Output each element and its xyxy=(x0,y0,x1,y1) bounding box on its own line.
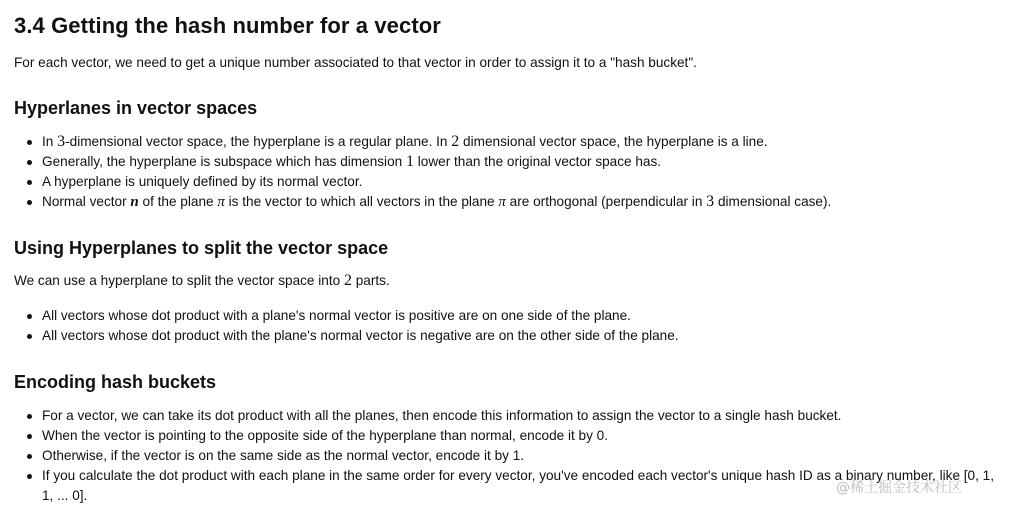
math-vector-n: n xyxy=(130,194,139,210)
section-heading-encoding: Encoding hash buckets xyxy=(14,372,217,392)
list-item: If you calculate the dot product with each plane in the same order for every vector, you've encoded each vector's unique hash ID as a binary number, like [0, 1, 1, ... 0]. xyxy=(14,466,1007,506)
watermark: @稀土掘金技术社区 xyxy=(836,480,962,496)
math-number: 1 xyxy=(405,153,414,170)
math-number: 2 xyxy=(451,133,460,150)
list-item: In 3-dimensional vector space, the hyperplane is a regular plane. In 2 dimensional vector space, the hyperplane is a line. xyxy=(14,132,831,152)
split-paragraph: We can use a hyperplane to split the vector space into 2 parts. xyxy=(14,272,390,289)
list-item: All vectors whose dot product with the plane's normal vector is negative are on the other side of the plane. xyxy=(14,326,679,346)
section-heading-hyperplanes: Hyperlanes in vector spaces xyxy=(14,98,258,118)
math-pi: π xyxy=(498,194,506,210)
hyperplanes-list xyxy=(14,132,831,212)
math-number: 2 xyxy=(343,272,352,289)
split-list xyxy=(14,306,679,346)
section-heading-split: Using Hyperplanes to split the vector space xyxy=(14,238,389,258)
list-item: Generally, the hyperplane is subspace which has dimension 1 lower than the original vector space has. xyxy=(14,152,831,172)
list-item: All vectors whose dot product with a plane's normal vector is positive are on one side of the plane. xyxy=(14,306,679,326)
list-item: Otherwise, if the vector is on the same side as the normal vector, encode it by 1. xyxy=(14,446,1007,466)
page-title: 3.4 Getting the hash number for a vector xyxy=(14,13,441,38)
math-pi: π xyxy=(217,194,225,210)
list-item: For a vector, we can take its dot product with all the planes, then encode this information to assign the vector to a single hash bucket. xyxy=(14,406,1007,426)
list-item: When the vector is pointing to the opposite side of the hyperplane than normal, encode it by 0. xyxy=(14,426,1007,446)
math-number: 3 xyxy=(57,133,66,150)
math-number: 3 xyxy=(706,193,715,210)
list-item: Normal vector n of the plane π is the vector to which all vectors in the plane π are orthogonal (perpendicular in 3 dimensional case). xyxy=(14,192,831,212)
list-item: A hyperplane is uniquely defined by its normal vector. xyxy=(14,172,831,192)
intro-paragraph: For each vector, we need to get a unique number associated to that vector in order to assign it to a "hash bucket". xyxy=(14,55,697,70)
